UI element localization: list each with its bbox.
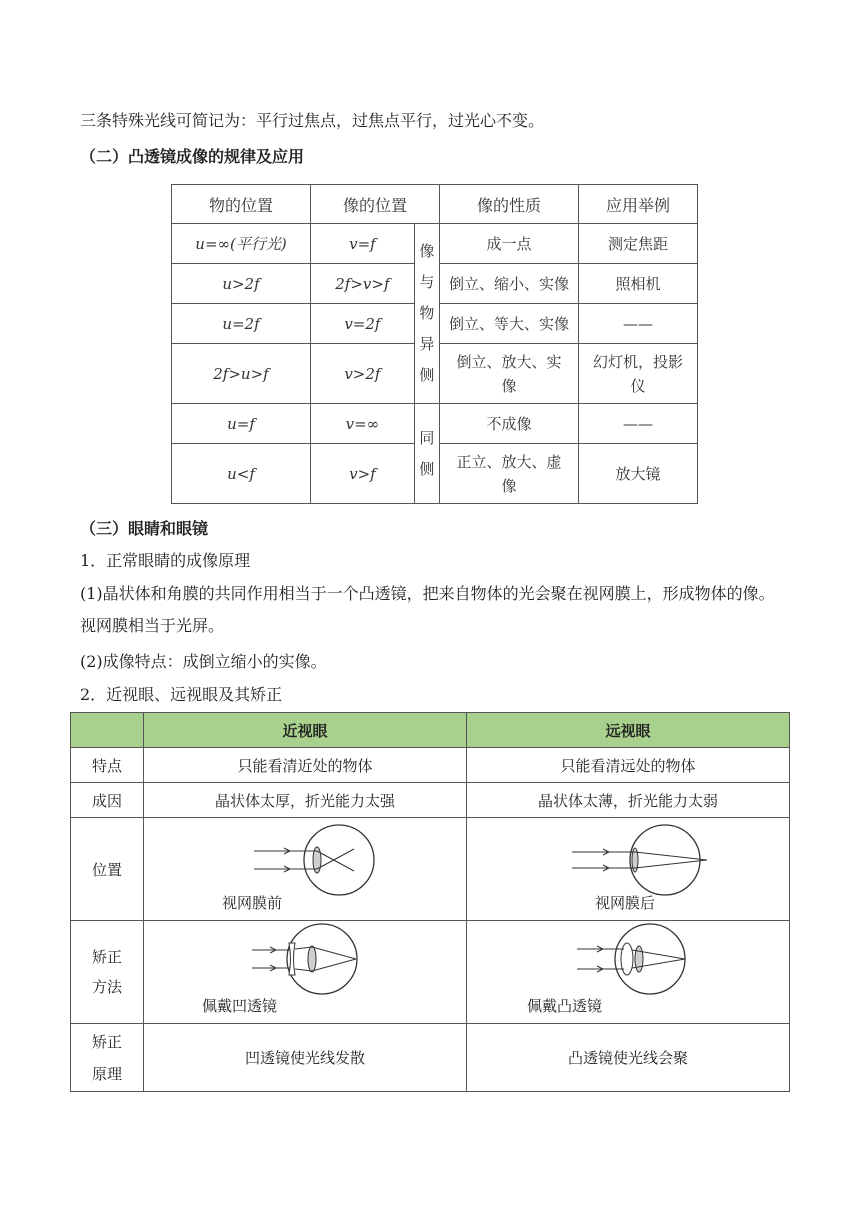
lens-nature: 成一点 [440,224,579,264]
lens-group-opposite: 像与物异侧 [414,224,439,404]
eye-header-hyperopia: 远视眼 [467,713,790,748]
eye-cell: 晶状体太薄，折光能力太弱 [467,783,790,818]
table-row [172,404,698,444]
eye-row-label: 矫正方法 [71,921,144,1024]
lens-nature: 不成像 [440,404,579,444]
eye-row-label: 成因 [71,783,144,818]
lens-obj: u<f [172,444,311,504]
lens-obj: u=2f [172,304,311,344]
table-row [71,1024,790,1092]
lens-header-image: 像的位置 [311,185,440,224]
table-row [71,748,790,783]
hyperopia-method-caption: 佩戴凸透镜 [527,997,603,1015]
table-row [71,783,790,818]
lens-img: v=2f [311,304,415,344]
item1-paragraph2: (2)成像特点：成倒立缩小的实像。 [80,652,327,671]
table-row [71,921,790,1024]
eye-header-blank [71,713,144,748]
myopia-position-cell [144,818,467,921]
eye-correction-table [70,712,790,1092]
myopia-correction-diagram [144,921,466,1023]
hyperopia-method-cell [467,921,790,1024]
lens-imaging-table [171,184,698,504]
lens-header-use: 应用举例 [579,185,698,224]
lens-header-object: 物的位置 [172,185,311,224]
lens-use: —— [579,404,698,444]
item1-title: 1．正常眼睛的成像原理 [80,551,251,570]
table-row [172,224,698,264]
lens-use: 放大镜 [579,444,698,504]
hyperopia-position-caption: 视网膜后 [595,894,656,912]
eye-cell: 晶状体太厚，折光能力太强 [144,783,467,818]
lens-use: 测定焦距 [579,224,698,264]
lens-use: 幻灯机，投影仪 [579,344,698,404]
lens-use: —— [579,304,698,344]
lens-nature: 倒立、等大、实像 [440,304,579,344]
eye-cell: 凸透镜使光线会聚 [467,1024,790,1092]
lens-nature: 倒立、缩小、实像 [440,264,579,304]
eye-row-label: 矫正原理 [71,1024,144,1092]
lens-obj: u>2f [172,264,311,304]
lens-nature: 倒立、放大、实像 [440,344,579,404]
table-row [71,818,790,921]
hyperopia-correction-diagram [467,921,789,1023]
myopia-position-caption: 视网膜前 [222,894,283,912]
myopia-eye-diagram [144,818,466,920]
intro-line: 三条特殊光线可简记为：平行过焦点，过焦点平行，过光心不变。 [80,111,545,130]
lens-img: v>f [311,444,415,504]
lens-obj: u=∞(平行光) [172,224,311,264]
eye-cell: 只能看清远处的物体 [467,748,790,783]
section2-title: （二）凸透镜成像的规律及应用 [80,147,305,166]
lens-img: v>2f [311,344,415,404]
lens-use: 照相机 [579,264,698,304]
eye-header-myopia: 近视眼 [144,713,467,748]
lens-obj: 2f>u>f [172,344,311,404]
eye-cell: 凹透镜使光线发散 [144,1024,467,1092]
lens-img: v=∞ [311,404,415,444]
lens-obj: u=f [172,404,311,444]
lens-header-nature: 像的性质 [440,185,579,224]
eye-row-label: 位置 [71,818,144,921]
section3-title: （三）眼睛和眼镜 [80,519,209,538]
myopia-method-cell [144,921,467,1024]
myopia-method-caption: 佩戴凹透镜 [202,997,278,1015]
lens-group-same: 同侧 [414,404,439,504]
item2-title: 2．近视眼、远视眼及其矫正 [80,685,283,704]
eye-row-label: 特点 [71,748,144,783]
item1-paragraph1: (1)晶状体和角膜的共同作用相当于一个凸透镜，把来自物体的光会聚在视网膜上，形成物体的像。视网膜相当于光屏。 [80,584,775,635]
lens-nature: 正立、放大、虚像 [440,444,579,504]
eye-cell: 只能看清近处的物体 [144,748,467,783]
hyperopia-position-cell [467,818,790,921]
lens-img: 2f>v>f [311,264,415,304]
lens-img: v=f [311,224,415,264]
